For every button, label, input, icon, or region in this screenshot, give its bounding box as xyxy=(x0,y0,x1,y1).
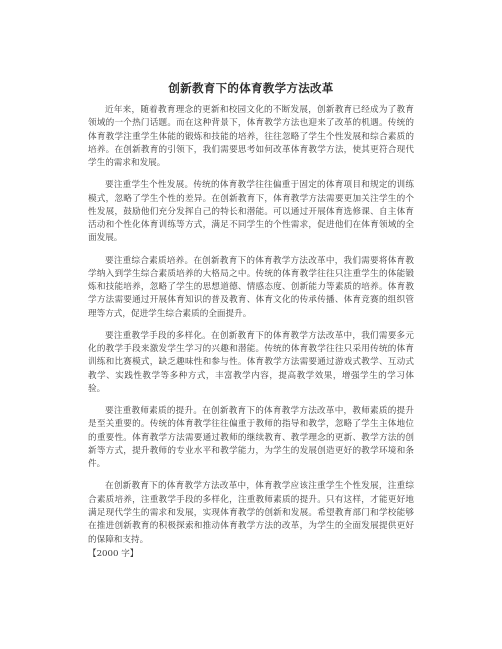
document-body xyxy=(88,104,414,561)
paragraph-comprehensive-quality: 要注重综合素质培养。在创新教育下的体育教学方法改革中，我们需要将体育教学纳入到学生综合素质培养的大格局之中。传统的体育教学往往只注重学生的体能锻炼和技能培养，忽略了学生的思想道德、情感态度、创新能力等素质的培养。体育教学方法需要通过开展体育知识的普及教育、体育文化的传承传播、体育竞赛的组织管理等方式，促进学生综合素质的全面提升。 xyxy=(88,255,414,319)
word-count-label: 【2000 字】 xyxy=(88,548,139,559)
paragraph-individual-development: 要注重学生个性发展。传统的体育教学往往偏重于固定的体育项目和规定的训练模式，忽略了学生个性的差异。在创新教育下，体育教学方法需要更加关注学生的个性发展，鼓励他们充分发挥自己的特长和潜能。可以通过开展体育选修课、自主体育活动和个性化体育训练等方式，满足不同学生的个性需求，促进他们在体育领域的全面发展。 xyxy=(88,180,414,244)
paragraph-teacher-quality: 要注重教师素质的提升。在创新教育下的体育教学方法改革中，教师素质的提升是至关重要的。传统的体育教学往往偏重于教师的指导和教学，忽略了学生主体地位的重要性。体育教学方法需要通过教师的继续教育、教学理念的更新、教学方法的创新等方式，提升教师的专业水平和教学能力，为学生的发展创造更好的教学环境和条件。 xyxy=(88,406,414,470)
paragraph-intro: 近年来，随着教育理念的更新和校园文化的不断发展，创新教育已经成为了教育领域的一个热门话题。而在这种背景下，体育教学方法也迎来了改革的机遇。传统的体育教学注重学生体能的锻炼和技能的培养，往往忽略了学生个性发展和综合素质的培养。在创新教育的引领下，我们需要思考如何改革体育教学方法，使其更符合现代学生的需求和发展。 xyxy=(88,105,414,169)
paragraph-teaching-methods: 要注重教学手段的多样化。在创新教育下的体育教学方法改革中，我们需要多元化的教学手段来激发学生学习的兴趣和潜能。传统的体育教学往往只采用传统的体育训练和比赛模式，缺乏趣味性和参与性。体育教学方法需要通过游戏式教学、互动式教学、实践性教学等多种方式，丰富教学内容，提高教学效果，增强学生的学习体验。 xyxy=(88,330,414,395)
paragraph-conclusion: 在创新教育下的体育教学方法改革中，体育教学应该注重学生个性发展，注重综合素质培养，注重教学手段的多样化，注重教师素质的提升。只有这样，才能更好地满足现代学生的需求和发展，实现体育教学的创新和发展。希望教育部门和学校能够在推进创新教育的积极探索和推动体育教学方法的改革，为学生的全面发展提供更好的保障和支持。 xyxy=(88,481,414,545)
document-title: 创新教育下的体育教学方法改革 xyxy=(168,81,334,95)
